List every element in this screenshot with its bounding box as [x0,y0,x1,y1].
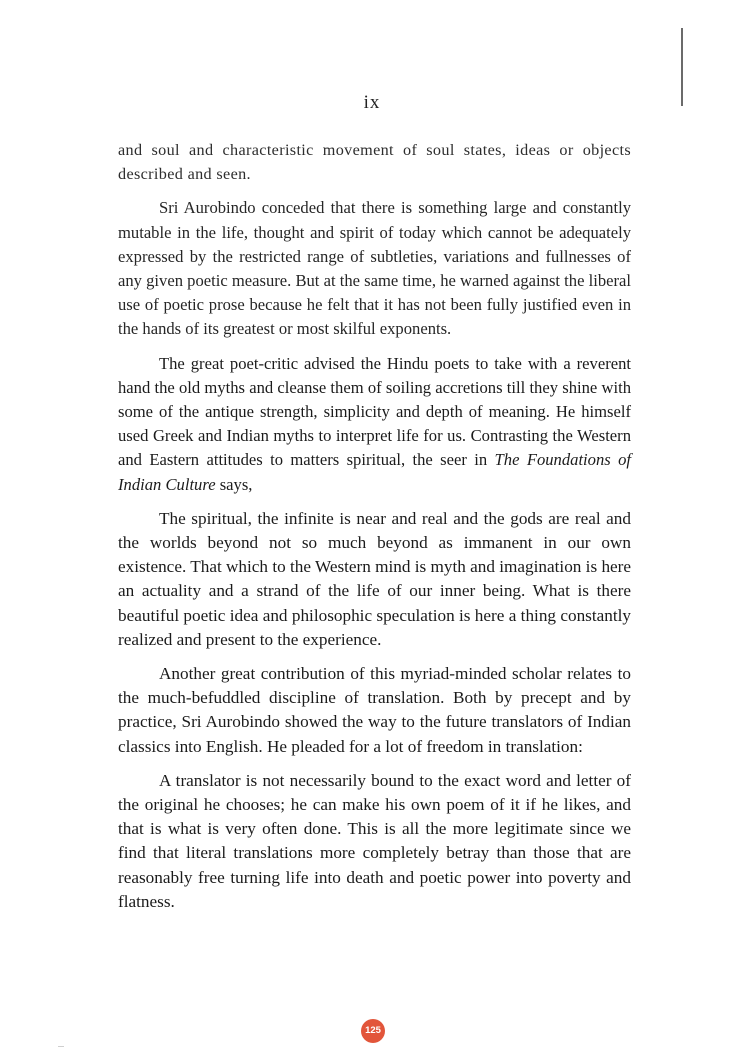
roman-page-number: ix [363,92,381,113]
paragraph-translation: Another great contribution of this myriad-minded scholar relates to the much-befuddled discipline of translation. Both by precept and by practice, Sri Aurobindo showed the way to the future translators of Indian classics into English. He pleaded for a lot of freedom in translation: [118,664,631,756]
scan-mark [58,1046,64,1047]
paragraph-poetic-measure: Sri Aurobindo conceded that there is something large and constantly mutable in the life, thought and spirit of today which cannot be adequately expressed by the restricted range of subtleties, variations and fullnesses of any given poetic measure. But at the same time, he warned against the liberal use of poetic prose because he felt that it has not been fully justified even in the hands of its greatest or most skilful exponents. [118,198,631,339]
block-quote-spiritual: The spiritual, the infinite is near and real and the gods are real and the worlds beyond not so much beyond as immanent in our own existence. That which to the Western mind is myth and imagination is here an actuality and a strand of the life of our inner being. What is there beautiful poetic idea and philosophic speculation is here a thing constantly realized and present to the experience. [118,508,632,649]
paragraph-myths-ending: says, [215,474,253,494]
paragraph-continuation: and soul and characteristic movement of soul states, ideas or objects described and seen. [118,141,631,184]
paragraph-myths-text: The great poet-critic advised the Hindu poets to take with a reverent hand the old myths and cleanse them of soiling accretions till they shine with some of the antique strength, simplicity and depth of meaning. He himself used Greek and Indian myths to interpret life for us. Contrasting the Western and Eastern attitudes to matters spiritual, the seer in [118,353,631,470]
block-quote-translator: A translator is not necessarily bound to the exact word and letter of the original he chooses; he can make his own poem of it if he likes, and that is what is very often done. This is all the more legitimate since we find that literal translations more completely betray than those that are reasonably free turning life into death and poetic power into poverty and flatness. [118,770,631,911]
paragraph-myths [118,352,631,497]
book-title: The Foundations of Indian Culture [118,450,631,494]
page-number-badge: 125 [361,1019,385,1043]
body-text [118,138,631,914]
